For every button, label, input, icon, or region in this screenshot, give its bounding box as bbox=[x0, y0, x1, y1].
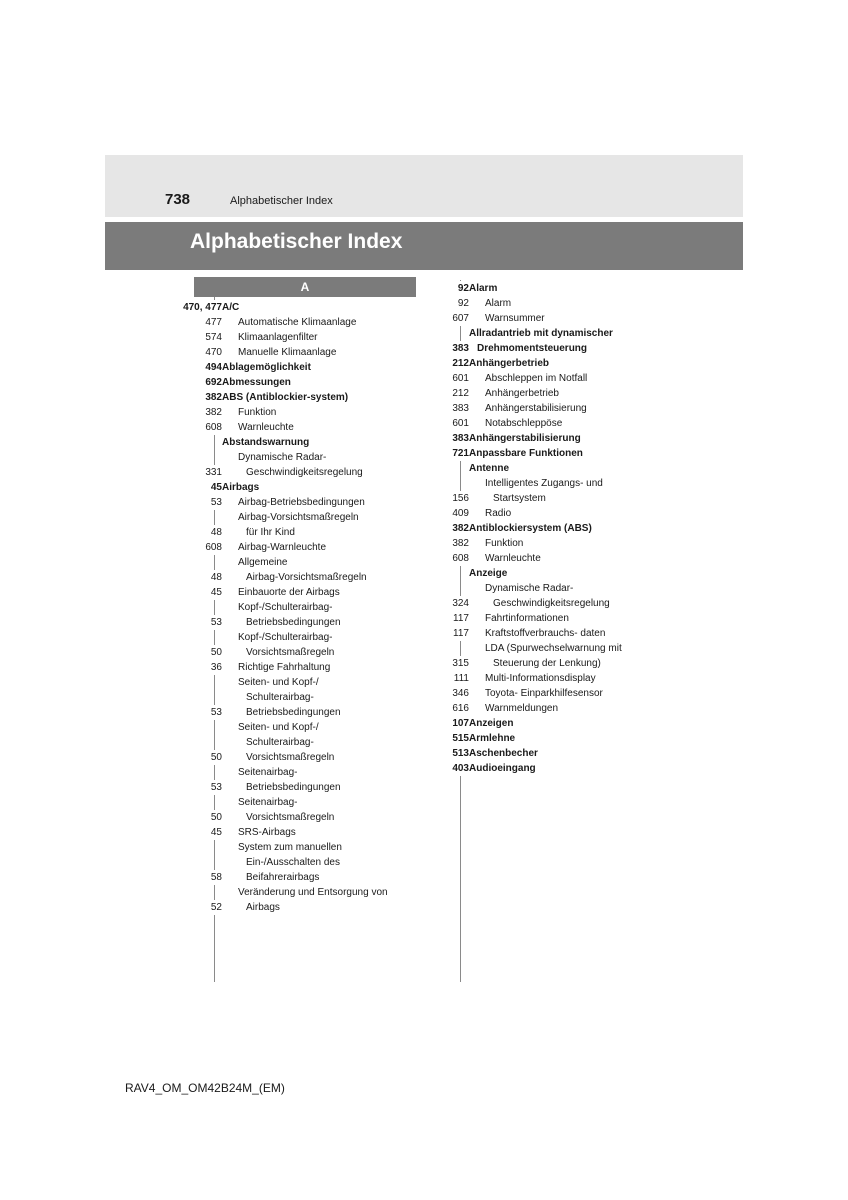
index-entry-label: Warnleuchte bbox=[485, 553, 541, 564]
index-entry-label: Schulterairbag- bbox=[246, 737, 314, 748]
index-entry-label: Antenne bbox=[469, 463, 509, 474]
index-entry-label: Notabschleppöse bbox=[485, 418, 563, 429]
index-entry-page: 50 bbox=[210, 647, 222, 658]
index-entry-page: 608 bbox=[205, 542, 222, 553]
index-entry-label: Abschleppen im Notfall bbox=[485, 373, 588, 384]
running-title: Alphabetischer Index bbox=[230, 195, 333, 207]
index-entry-page: 58 bbox=[210, 872, 222, 883]
index-entry-label: Audioeingang bbox=[469, 763, 536, 774]
index-entry-page: 36 bbox=[210, 662, 222, 673]
index-entry-page: 382 bbox=[205, 407, 222, 418]
index-entry-label: Anzeige bbox=[469, 568, 508, 579]
index-entry-label: Antiblockiersystem (ABS) bbox=[469, 523, 592, 534]
index-entry-label: Geschwindigkeitsregelung bbox=[493, 598, 610, 609]
index-entry-page: 346 bbox=[452, 688, 469, 699]
index-entry-page: 383 bbox=[452, 433, 469, 444]
index-entry-label: Warnsummer bbox=[485, 313, 545, 324]
index-entry-label: Airbags bbox=[246, 902, 280, 913]
index-entry-label: für Ihr Kind bbox=[246, 527, 295, 538]
index-entry-page: 117 bbox=[453, 628, 469, 639]
index-entry-label: Alarm bbox=[485, 298, 512, 309]
index-entry-label: Vorsichtsmaßregeln bbox=[246, 752, 335, 763]
index-entry-label: Aschenbecher bbox=[469, 748, 538, 759]
index-entry-page: 574 bbox=[205, 332, 222, 343]
index-entry-page: 53 bbox=[210, 497, 222, 508]
index-entry-label: Seitenairbag- bbox=[238, 797, 298, 808]
index-entry-page: 721 bbox=[452, 448, 469, 459]
section-letter: A bbox=[194, 277, 416, 297]
index-entry-page: 382 bbox=[452, 538, 469, 549]
page-number: 738 bbox=[165, 191, 191, 208]
index-entry-label: Startsystem bbox=[493, 493, 546, 504]
index-entry-label: Anhängerstabilisierung bbox=[469, 433, 581, 444]
index-entry-label: Dynamische Radar- bbox=[238, 452, 327, 463]
index-entry-page: 515 bbox=[452, 733, 469, 744]
index-entry-label: Anpassbare Funktionen bbox=[469, 448, 583, 459]
index-entry-page: 92 bbox=[457, 283, 469, 294]
index-entry-label: Steuerung der Lenkung) bbox=[493, 658, 601, 669]
index-entry-label: Dynamische Radar- bbox=[485, 583, 574, 594]
index-entry-label: Intelligentes Zugangs- und bbox=[485, 478, 603, 489]
index-entry-label: Ein-/Ausschalten des bbox=[246, 857, 340, 868]
index-entry-label: Anhängerstabilisierung bbox=[485, 403, 587, 414]
index-entry-page: 48 bbox=[210, 527, 222, 538]
index-entry-label: Schulterairbag- bbox=[246, 692, 314, 703]
index-entry-label: Abstandswarnung bbox=[222, 437, 310, 448]
index-entry-page: 92 bbox=[457, 298, 469, 309]
index-entry-page: 382 bbox=[205, 392, 222, 403]
index-entry-label: Airbags bbox=[222, 482, 260, 493]
index-entry-label: Manuelle Klimaanlage bbox=[238, 347, 337, 358]
index-entry-label: Allradantrieb mit dynamischer bbox=[469, 328, 613, 339]
index-entry-label: Fahrtinformationen bbox=[485, 613, 569, 624]
index-entry-page: 45 bbox=[210, 827, 222, 838]
index-entry-page: 607 bbox=[452, 313, 469, 324]
index-entry-label: Warnleuchte bbox=[238, 422, 294, 433]
index-entry-page: 601 bbox=[452, 373, 469, 384]
footer-code: RAV4_OM_OM42B24M_(EM) bbox=[125, 1081, 285, 1095]
index-entry-page: 45 bbox=[210, 482, 222, 493]
index-entry-label: Kopf-/Schulterairbag- bbox=[238, 632, 333, 643]
index-entry-label: Drehmomentsteuerung bbox=[477, 343, 588, 354]
index-entry-page: 608 bbox=[452, 553, 469, 564]
index-entry-page: 45 bbox=[210, 587, 222, 598]
index-entry-label: Armlehne bbox=[469, 733, 516, 744]
index-entry-label: Ablagemöglichkeit bbox=[222, 362, 311, 373]
index-entry-label: Alarm bbox=[469, 283, 498, 294]
index-entry-page: 107 bbox=[452, 718, 469, 729]
index-entry-label: Airbag-Vorsichtsmaßregeln bbox=[246, 572, 367, 583]
index-entry-label: Betriebsbedingungen bbox=[246, 707, 341, 718]
index-entry-label: ABS (Antiblockier-system) bbox=[222, 392, 349, 403]
index-entry-page: 470 bbox=[205, 347, 222, 358]
index-entry-page: 403 bbox=[452, 763, 469, 774]
index-entry-page: 513 bbox=[452, 748, 469, 759]
index-entry-page: 470, 477 bbox=[183, 302, 222, 313]
index-entry-label: Seiten- und Kopf-/ bbox=[238, 677, 319, 688]
index-entry-label: Automatische Klimaanlage bbox=[238, 317, 357, 328]
index-entry-label: Funktion bbox=[485, 538, 524, 549]
index-entry-label: Geschwindigkeitsregelung bbox=[246, 467, 363, 478]
index-entry-label: SRS-Airbags bbox=[238, 827, 296, 838]
index-entry-label: Vorsichtsmaßregeln bbox=[246, 812, 335, 823]
index-entry-label: Richtige Fahrhaltung bbox=[238, 662, 331, 673]
index-entry-page: 477 bbox=[205, 317, 222, 328]
index-entry-page: 331 bbox=[205, 467, 222, 478]
index-entry-label: Kraftstoffverbrauchs- daten bbox=[485, 628, 606, 639]
header-band bbox=[105, 155, 743, 217]
index-entry-label: Airbag-Warnleuchte bbox=[238, 542, 327, 553]
index-entry-page: 50 bbox=[210, 752, 222, 763]
index-entry-page: 212 bbox=[452, 358, 469, 369]
index-entry-page: 156 bbox=[452, 493, 469, 504]
index-entry-label: Anhängerbetrieb bbox=[485, 388, 559, 399]
index-entry-page: 48 bbox=[210, 572, 222, 583]
index-entry-page: 616 bbox=[452, 703, 469, 714]
index-entry-page: 53 bbox=[210, 617, 222, 628]
index-entry-label: Warnmeldungen bbox=[485, 703, 559, 714]
index-entry-page: 383 bbox=[452, 403, 469, 414]
index-entry-label: Veränderung und Entsorgung von bbox=[238, 887, 388, 898]
index-entry-label: Betriebsbedingungen bbox=[246, 617, 341, 628]
index-entry-label: Funktion bbox=[238, 407, 277, 418]
index-entry-page: 53 bbox=[210, 782, 222, 793]
index-entry-label: Abmessungen bbox=[222, 377, 291, 388]
index-entry-page: 409 bbox=[452, 508, 469, 519]
index-entry-page: 608 bbox=[205, 422, 222, 433]
index-entry-label: Betriebsbedingungen bbox=[246, 782, 341, 793]
index-entry-label: A/C bbox=[222, 302, 240, 313]
index-entry-label: Vorsichtsmaßregeln bbox=[246, 647, 335, 658]
index-entry-label: Airbag-Vorsichtsmaßregeln bbox=[238, 512, 359, 523]
index-entry-label: Seiten- und Kopf-/ bbox=[238, 722, 319, 733]
index-entry-page: 117 bbox=[453, 613, 469, 624]
index-entry-label: LDA (Spurwechselwarnung mit bbox=[485, 643, 622, 654]
index-entry-page: 52 bbox=[210, 902, 222, 913]
index-entry-label: System zum manuellen bbox=[238, 842, 342, 853]
index-entry-page: 212 bbox=[452, 388, 469, 399]
index-entry-page: 111 bbox=[453, 673, 469, 684]
index-entry-label: Kopf-/Schulterairbag- bbox=[238, 602, 333, 613]
index-entry-label: Einbauorte der Airbags bbox=[238, 587, 340, 598]
index-entry-page: 494 bbox=[205, 362, 222, 373]
index-entry-page: 692 bbox=[205, 377, 222, 388]
index-entry-page: 53 bbox=[210, 707, 222, 718]
index-entry-label: Klimaanlagenfilter bbox=[238, 332, 318, 343]
index-entry-label: Radio bbox=[485, 508, 512, 519]
index-entry-label: Seitenairbag- bbox=[238, 767, 298, 778]
index-entry-page: 382 bbox=[452, 523, 469, 534]
index-entry-label: Anzeigen bbox=[469, 718, 514, 729]
index-entry-page: 601 bbox=[452, 418, 469, 429]
index-entry-label: Toyota- Einparkhilfesensor bbox=[485, 688, 603, 699]
index-entry-page: 324 bbox=[452, 598, 469, 609]
index-entry-label: Allgemeine bbox=[238, 557, 288, 568]
page-title: Alphabetischer Index bbox=[190, 230, 403, 253]
index-entry-label: Beifahrerairbags bbox=[246, 872, 320, 883]
index-entry-page: 383 bbox=[452, 343, 469, 354]
index-entry-page: 50 bbox=[210, 812, 222, 823]
index-entry-label: Anhängerbetrieb bbox=[469, 358, 550, 369]
index-entry-label: Multi-Informationsdisplay bbox=[485, 673, 596, 684]
index-entry-label: Airbag-Betriebsbedingungen bbox=[238, 497, 365, 508]
index-entry-page: 315 bbox=[452, 658, 469, 669]
